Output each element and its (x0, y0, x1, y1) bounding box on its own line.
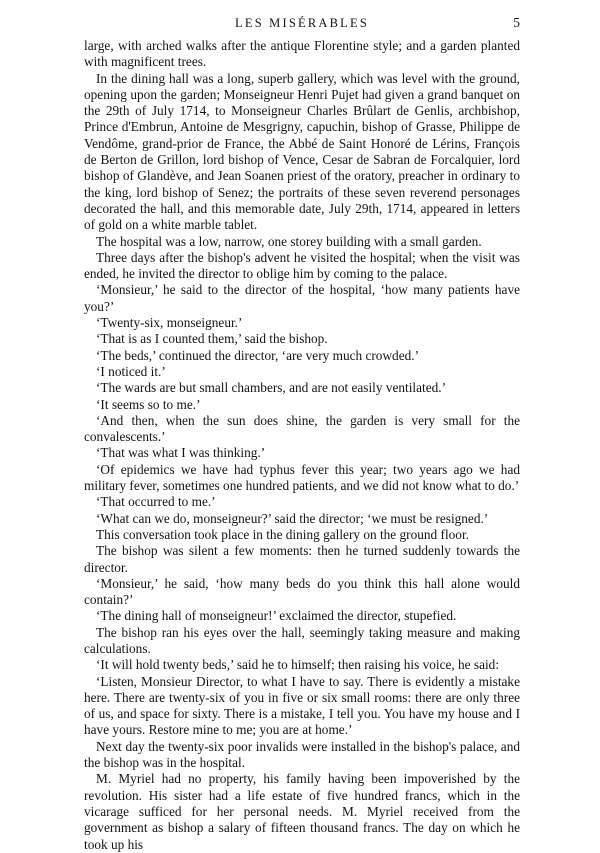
paragraph: Next day the twenty-six poor invalids were installed in the bishop's palace, and the bishop was in the hospital. (84, 738, 520, 771)
paragraph: ‘Of epidemics we have had typhus fever this year; two years ago we had military fever, sometimes one hundred patients, and we did not know what to do.’ (84, 461, 520, 494)
paragraph: In the dining hall was a long, superb gallery, which was level with the ground, opening upon the garden; Monseigneur Henri Pujet had given a grand banquet on the 29th of July 1714, to Monseigneur Charles Brûlart de Genlis, archbishop, Prince d'Embrun, Antoine de Mesgrigny, capuchin, bishop of Grasse, Philippe de Vendôme, grand-prior de France, the Abbé de Saint Honoré de Lérins, François de Berton de Grillon, lord bishop of Vence, Cesar de Sabran de Forcalquier, lord bishop of Glandève, and Jean Soanen priest of the oratory, preacher in ordinary to the king, lord bishop of Senez; the portraits of these seven reverend personages decorated the hall, and this memorable date, July 29th, 1714, appeared in letters of gold on a white marble tablet. (84, 70, 520, 233)
paragraph: ‘It seems so to me.’ (96, 396, 201, 412)
paragraph: large, with arched walks after the antique Florentine style; and a garden planted with magnificent trees. (84, 38, 520, 70)
paragraph: ‘Listen, Monsieur Director, to what I have to say. There is evidently a mistake here. There are twenty-six of you in five or six small rooms: there are only three of us, and space for sixty. There is a mistake, I tell you. You have my house and I have yours. Restore mine to me; you are at home.’ (84, 673, 520, 738)
paragraph: ‘I noticed it.’ (96, 363, 166, 379)
paragraph: ‘What can we do, monseigneur?’ said the director; ‘we must be resigned.’ (96, 510, 489, 526)
paragraph: The hospital was a low, narrow, one storey building with a small garden. (96, 233, 482, 249)
paragraph: This conversation took place in the dining gallery on the ground floor. (96, 526, 469, 542)
paragraph: The bishop ran his eyes over the hall, seemingly taking measure and making calculations. (84, 624, 520, 656)
paragraph: ‘It will hold twenty beds,’ said he to himself; then raising his voice, he said: (96, 657, 500, 673)
page-number: 5 (513, 15, 520, 30)
running-head (84, 15, 520, 31)
paragraph: ‘The wards are but small chambers, and are not easily ventilated.’ (96, 380, 447, 396)
paragraph: Three days after the bishop's advent he visited the hospital; when the visit was ended, he invited the director to oblige him by coming to the palace. (84, 249, 520, 282)
paragraph: ‘Monsieur,’ he said, ‘how many beds do you think this hall alone would contain?’ (84, 575, 520, 608)
text-body (84, 38, 520, 853)
paragraph: ‘Twenty-six, monseigneur.’ (96, 315, 243, 331)
paragraph: The bishop was silent a few moments: then he turned suddenly towards the director. (84, 543, 520, 575)
paragraph: ‘The dining hall of monseigneur!’ exclaimed the director, stupefied. (96, 608, 457, 624)
paragraph: ‘And then, when the sun does shine, the garden is very small for the convalescents.’ (84, 412, 520, 445)
paragraph: M. Myriel had no property, his family having been impoverished by the revolution. His sister had a life estate of five hundred francs, which in the vicarage sufficed for her personal needs. M. Myriel received from the government as bishop a salary of fifteen thousand francs. The day on which he took up his (84, 771, 520, 852)
paragraph: ‘That was what I was thinking.’ (96, 445, 266, 461)
paragraph: ‘Monsieur,’ he said to the director of the hospital, ‘how many patients have you?’ (84, 282, 520, 314)
running-title: LES MISÉRABLES (235, 16, 369, 30)
paragraph: ‘That is as I counted them,’ said the bishop. (96, 331, 328, 347)
paragraph: ‘That occurred to me.’ (96, 494, 216, 510)
paragraph: ‘The beds,’ continued the director, ‘are very much crowded.’ (96, 347, 420, 363)
